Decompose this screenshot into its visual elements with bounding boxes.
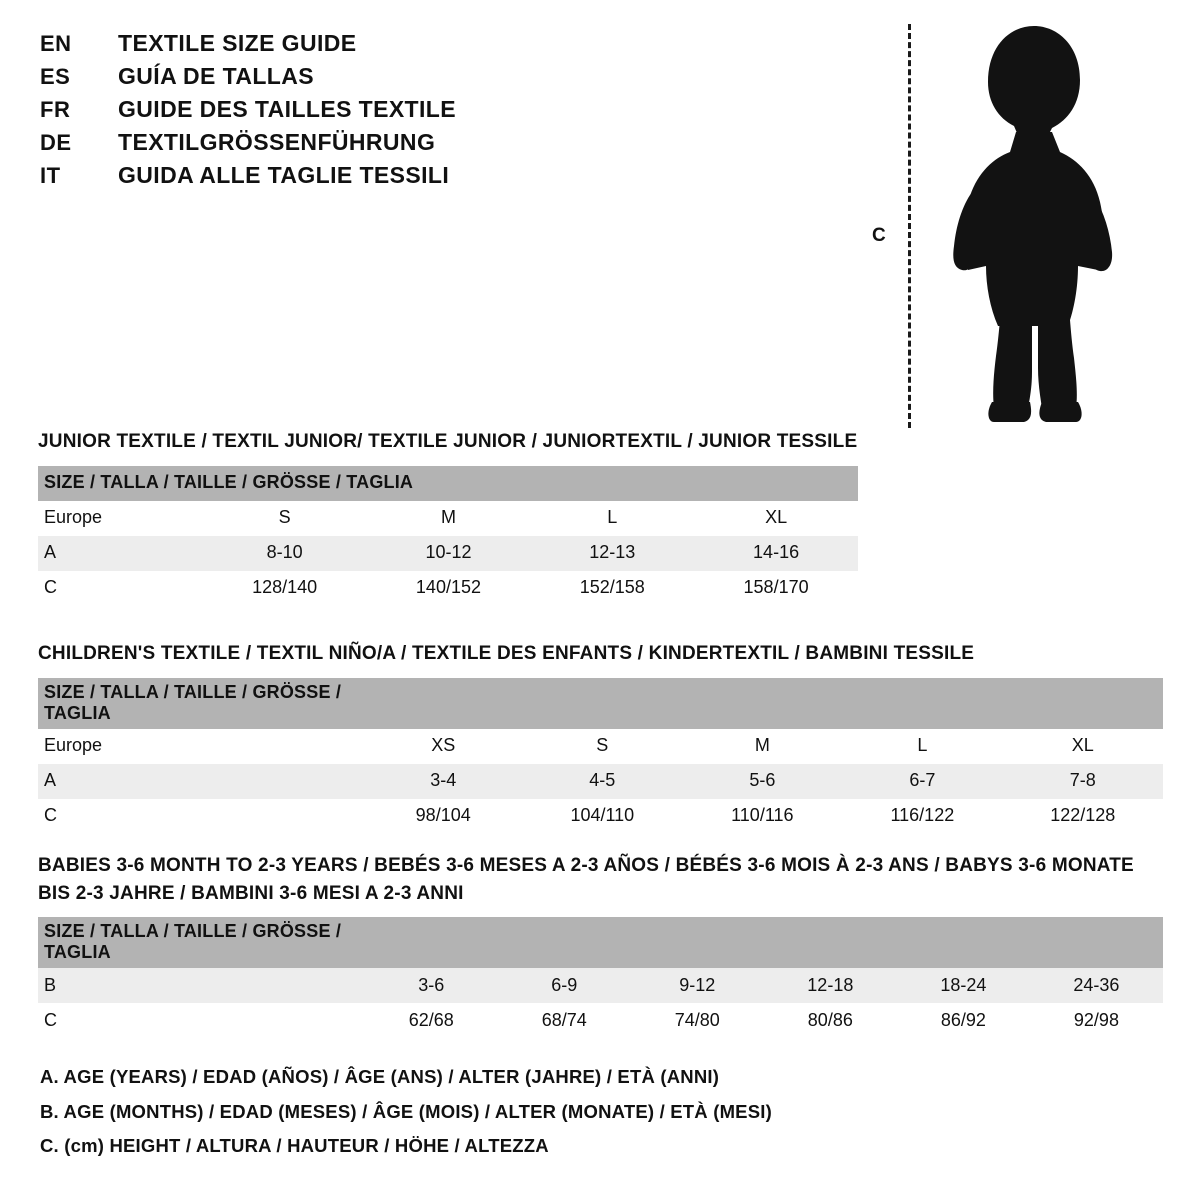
children-a-xs: 3-4 xyxy=(364,764,522,799)
children-europe-xl: XL xyxy=(1002,729,1163,764)
children-row-c-label: C xyxy=(38,799,364,834)
children-c-l: 116/122 xyxy=(842,799,1002,834)
babies-c-18-24: 86/92 xyxy=(897,1003,1030,1038)
table-row xyxy=(38,678,1163,729)
toddler-silhouette-icon xyxy=(928,20,1128,430)
header-row-es xyxy=(40,63,860,96)
babies-c-6-9: 68/74 xyxy=(498,1003,631,1038)
children-c-s: 104/110 xyxy=(522,799,682,834)
junior-c-s: 128/140 xyxy=(203,571,367,606)
junior-c-l: 152/158 xyxy=(530,571,694,606)
header-row-it xyxy=(40,162,860,195)
height-measure-figure xyxy=(872,10,1140,430)
babies-b-12-18: 12-18 xyxy=(764,968,897,1003)
section-childrens-textile xyxy=(38,640,1163,834)
legend-line-b: B. AGE (MONTHS) / EDAD (MESES) / ÂGE (MOIS) / ALTER (MONATE) / ETÀ (MESI) xyxy=(40,1100,772,1122)
header-title-fr: GUIDE DES TAILLES TEXTILE xyxy=(118,96,456,122)
header-row-en xyxy=(40,30,860,63)
children-c-xs: 98/104 xyxy=(364,799,522,834)
table-row xyxy=(38,466,858,501)
children-a-xl: 7-8 xyxy=(1002,764,1163,799)
table-row xyxy=(38,917,1163,968)
babies-b-6-9: 6-9 xyxy=(498,968,631,1003)
children-row-a-label: A xyxy=(38,764,364,799)
children-c-xl: 122/128 xyxy=(1002,799,1163,834)
junior-europe-l: L xyxy=(530,501,694,536)
junior-a-l: 12-13 xyxy=(530,536,694,571)
measurement-legend xyxy=(40,1068,940,1172)
junior-europe-xl: XL xyxy=(694,501,858,536)
junior-row-c-label: C xyxy=(38,571,203,606)
children-europe-s: S xyxy=(522,729,682,764)
height-dashed-line xyxy=(908,24,911,428)
babies-size-table xyxy=(38,917,1163,1038)
children-europe-m: M xyxy=(682,729,842,764)
header-title-es: GUÍA DE TALLAS xyxy=(118,63,314,89)
section-title-babies: BABIES 3-6 MONTH TO 2-3 YEARS / BEBÉS 3-6 MESES A 2-3 AÑOS / BÉBÉS 3-6 MOIS À 2-3 ANS / BABYS 3-6 MONATE BIS 2-3 JAHRE / BAMBINI 3-6 MESI A 2-3 ANNI xyxy=(38,855,1134,904)
table-row xyxy=(38,968,1163,1003)
section-babies-textile xyxy=(38,852,1163,1038)
babies-b-24-36: 24-36 xyxy=(1030,968,1163,1003)
header-title-de: TEXTILGRÖSSENFÜHRUNG xyxy=(118,129,436,155)
children-size-table xyxy=(38,678,1163,834)
babies-c-24-36: 92/98 xyxy=(1030,1003,1163,1038)
height-measure-label: C xyxy=(872,225,886,246)
children-a-m: 5-6 xyxy=(682,764,842,799)
table-row xyxy=(38,729,1163,764)
language-code-es: ES xyxy=(40,64,71,89)
junior-a-xl: 14-16 xyxy=(694,536,858,571)
children-a-l: 6-7 xyxy=(842,764,1002,799)
section-title-children: CHILDREN'S TEXTILE / TEXTIL NIÑO/A / TEXTILE DES ENFANTS / KINDERTEXTIL / BAMBINI TESSILE xyxy=(38,643,975,664)
children-europe-xs: XS xyxy=(364,729,522,764)
table-row xyxy=(38,799,1163,834)
table-row xyxy=(38,1003,1163,1038)
language-code-en: EN xyxy=(40,31,72,56)
children-c-m: 110/116 xyxy=(682,799,842,834)
junior-europe-m: M xyxy=(367,501,531,536)
table-row xyxy=(38,764,1163,799)
size-guide-header xyxy=(40,30,860,195)
language-code-fr: FR xyxy=(40,97,71,122)
babies-row-b-label: B xyxy=(38,968,365,1003)
babies-b-18-24: 18-24 xyxy=(897,968,1030,1003)
babies-row-c-label: C xyxy=(38,1003,365,1038)
children-row-europe-label: Europe xyxy=(38,729,364,764)
junior-c-xl: 158/170 xyxy=(694,571,858,606)
table-row xyxy=(38,501,858,536)
babies-c-12-18: 80/86 xyxy=(764,1003,897,1038)
junior-size-table xyxy=(38,466,858,606)
legend-line-a: A. AGE (YEARS) / EDAD (AÑOS) / ÂGE (ANS) / ALTER (JAHRE) / ETÀ (ANNI) xyxy=(40,1066,720,1087)
junior-table-header-label: SIZE / TALLA / TAILLE / GRÖSSE / TAGLIA xyxy=(38,466,858,501)
table-row xyxy=(38,571,858,606)
section-title-junior: JUNIOR TEXTILE / TEXTIL JUNIOR/ TEXTILE JUNIOR / JUNIORTEXTIL / JUNIOR TESSILE xyxy=(38,431,858,452)
junior-row-europe-label: Europe xyxy=(38,501,203,536)
header-title-it: GUIDA ALLE TAGLIE TESSILI xyxy=(118,162,450,188)
babies-c-3-6: 62/68 xyxy=(365,1003,498,1038)
babies-b-9-12: 9-12 xyxy=(631,968,764,1003)
junior-europe-s: S xyxy=(203,501,367,536)
language-code-de: DE xyxy=(40,130,72,155)
children-a-s: 4-5 xyxy=(522,764,682,799)
header-title-en: TEXTILE SIZE GUIDE xyxy=(118,30,357,56)
babies-table-header-label: SIZE / TALLA / TAILLE / GRÖSSE / TAGLIA xyxy=(38,917,365,968)
table-row xyxy=(38,536,858,571)
language-code-it: IT xyxy=(40,163,61,188)
junior-a-s: 8-10 xyxy=(203,536,367,571)
junior-c-m: 140/152 xyxy=(367,571,531,606)
junior-a-m: 10-12 xyxy=(367,536,531,571)
babies-c-9-12: 74/80 xyxy=(631,1003,764,1038)
junior-row-a-label: A xyxy=(38,536,203,571)
children-europe-l: L xyxy=(842,729,1002,764)
header-row-de xyxy=(40,129,860,162)
header-row-fr xyxy=(40,96,860,129)
section-junior-textile xyxy=(38,428,1163,606)
legend-line-c: C. (cm) HEIGHT / ALTURA / HAUTEUR / HÖHE / ALTEZZA xyxy=(40,1135,549,1156)
children-table-header-label: SIZE / TALLA / TAILLE / GRÖSSE / TAGLIA xyxy=(38,678,364,729)
babies-b-3-6: 3-6 xyxy=(365,968,498,1003)
